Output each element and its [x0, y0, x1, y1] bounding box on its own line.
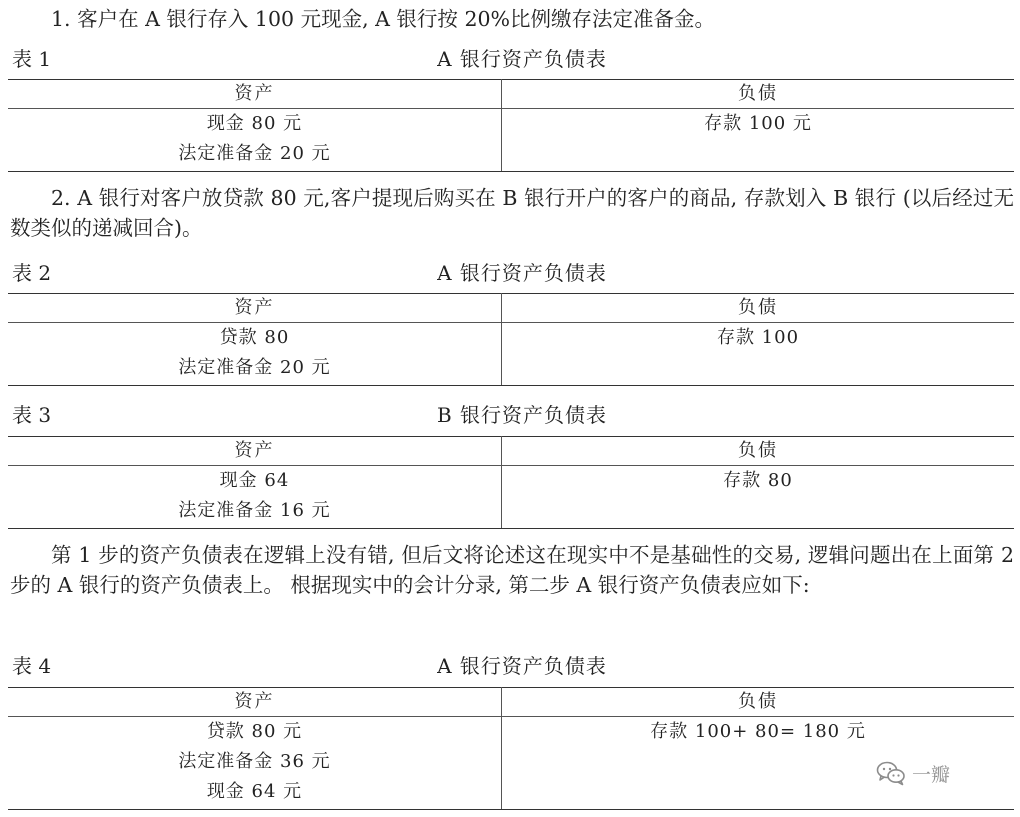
- table-1-body-row: [8, 109, 1014, 172]
- table-2-header-row: [8, 294, 1014, 323]
- liability-item: 存款 100 元: [704, 113, 812, 134]
- table-2-caption: [12, 257, 1012, 285]
- asset-item: 现金 80 元: [206, 113, 303, 134]
- table-3-header-row: [8, 437, 1014, 466]
- watermark: [876, 758, 950, 788]
- liabilities-cell: [502, 323, 1015, 386]
- paragraph-analysis: 第 1 步的资产负债表在逻辑上没有错, 但后文将论述这在现实中不是基础性的交易, 逻辑问题出在上面第 2 步的 A 银行的资产负债表上。 根据现实中的会计分录, 第二步 A 银行资产负债表应如下:: [10, 543, 1014, 597]
- table-3-number: 表 3: [12, 403, 52, 427]
- table-4-number: 表 4: [12, 654, 52, 678]
- table-4-caption: [12, 650, 1012, 678]
- table-4: [8, 687, 1014, 810]
- table-3-body-row: [8, 466, 1014, 529]
- liabilities-header: 负债: [502, 294, 1015, 323]
- assets-cell: [8, 717, 502, 810]
- table-1-caption: [12, 43, 1012, 71]
- assets-header: 资产: [8, 294, 502, 323]
- liability-item: 存款 80: [723, 470, 793, 491]
- assets-header: 资产: [8, 688, 502, 717]
- paragraph-step-2: 2. A 银行对客户放贷款 80 元,客户提现后购买在 B 银行开户的客户的商品, 存款划入 B 银行 (以后经过无数类似的递减回合)。: [10, 186, 1014, 240]
- asset-item: 法定准备金 36 元: [178, 751, 331, 772]
- table-2-number: 表 2: [12, 261, 52, 285]
- table-4-body-row: [8, 717, 1014, 810]
- liabilities-header: 负债: [502, 688, 1015, 717]
- table-1-title: A 银行资产负债表: [437, 47, 607, 71]
- table-1-header-row: [8, 80, 1014, 109]
- asset-item: 法定准备金 20 元: [178, 357, 331, 378]
- table-3: [8, 436, 1014, 529]
- liability-item: 存款 100: [716, 327, 800, 348]
- table-2-title: A 银行资产负债表: [437, 261, 607, 285]
- asset-item: 现金 64: [219, 470, 290, 491]
- liabilities-cell: [502, 466, 1015, 529]
- table-3-title: B 银行资产负债表: [436, 403, 608, 427]
- table-2-body-row: [8, 323, 1014, 386]
- asset-item: 贷款 80: [219, 327, 290, 348]
- table-4-header-row: [8, 688, 1014, 717]
- assets-header: 资产: [8, 80, 502, 109]
- table-3-caption: [12, 399, 1012, 427]
- asset-item: 现金 64 元: [206, 781, 303, 802]
- assets-cell: [8, 323, 502, 386]
- wechat-icon: [876, 760, 906, 786]
- asset-item: 贷款 80 元: [206, 721, 303, 742]
- liabilities-header: 负债: [502, 437, 1015, 466]
- table-1: [8, 79, 1014, 172]
- assets-cell: [8, 109, 502, 172]
- assets-cell: [8, 466, 502, 529]
- asset-item: 法定准备金 20 元: [178, 143, 331, 164]
- assets-header: 资产: [8, 437, 502, 466]
- paragraph-step-1: 1. 客户在 A 银行存入 100 元现金, A 银行按 20%比例缴存法定准备金。: [51, 7, 716, 31]
- watermark-text: 一瓣: [912, 763, 951, 786]
- table-2: [8, 293, 1014, 386]
- liability-item: 存款 100+ 80= 180 元: [650, 721, 866, 742]
- table-1-number: 表 1: [12, 47, 52, 71]
- table-4-title: A 银行资产负债表: [437, 654, 607, 678]
- asset-item: 法定准备金 16 元: [178, 500, 331, 521]
- liabilities-cell: [502, 109, 1015, 172]
- liabilities-header: 负债: [502, 80, 1015, 109]
